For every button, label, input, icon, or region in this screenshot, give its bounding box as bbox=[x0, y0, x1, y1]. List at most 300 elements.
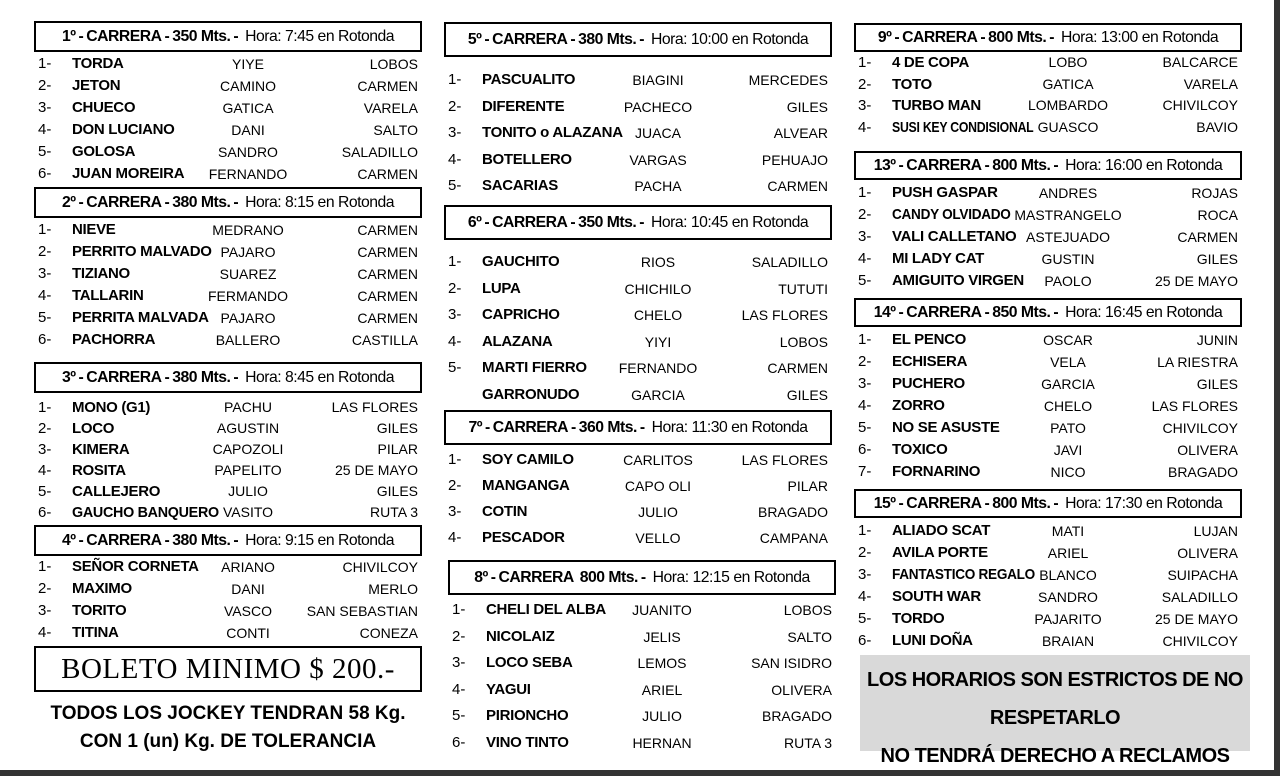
town-name: SALADILLO bbox=[1161, 589, 1238, 605]
entry-number: 4- bbox=[448, 150, 462, 168]
jockey-name: CHELO bbox=[1043, 398, 1093, 414]
town-name: GILES bbox=[786, 98, 828, 115]
race-header bbox=[854, 23, 1242, 52]
race-entry-row bbox=[38, 622, 418, 644]
town-name: SALTO bbox=[373, 122, 418, 138]
race-entry-row bbox=[858, 520, 1238, 542]
race-entry-row bbox=[448, 67, 828, 94]
race-header bbox=[854, 151, 1242, 180]
header-dash: - bbox=[639, 213, 645, 231]
race-header bbox=[444, 22, 832, 57]
town-name: GILES bbox=[1196, 376, 1238, 392]
entry-number: 6- bbox=[452, 733, 466, 751]
race-entry-row bbox=[452, 703, 832, 730]
header-dash: - bbox=[78, 27, 84, 45]
town-name: RUTA 3 bbox=[370, 504, 418, 520]
horse-name: LUNI DOÑA bbox=[892, 632, 973, 649]
header-dash: - bbox=[570, 418, 576, 436]
race-entry-row bbox=[448, 355, 828, 382]
horse-name: AMIGUITO VIRGEN bbox=[892, 272, 1024, 289]
entry-number: 4- bbox=[858, 250, 872, 267]
horse-name: FANTASTICO REGALO bbox=[892, 566, 1035, 583]
race-entry-row bbox=[858, 182, 1238, 204]
race-label: CARRERA bbox=[498, 568, 574, 586]
horse-name: VINO TINTO bbox=[486, 733, 569, 751]
race-entry-row bbox=[38, 53, 418, 75]
entry-number: 2- bbox=[448, 279, 462, 297]
race-time: Hora: 17:30 en Rotonda bbox=[1065, 494, 1223, 512]
jockey-name: PACHECO bbox=[623, 98, 693, 115]
race-entry-list bbox=[448, 249, 828, 408]
horse-name: DIFERENTE bbox=[482, 97, 565, 115]
race-entry-row bbox=[448, 473, 828, 499]
race-entry-row bbox=[38, 163, 418, 185]
horse-name: ZORRO bbox=[892, 397, 945, 414]
header-dash: - bbox=[484, 213, 490, 231]
entry-number: 6- bbox=[858, 632, 872, 649]
entry-number: 3- bbox=[858, 375, 872, 392]
header-dash: - bbox=[78, 193, 84, 211]
race-number: 13º bbox=[873, 156, 896, 174]
race-distance: 350 Mts. bbox=[172, 27, 231, 45]
race-header bbox=[34, 21, 422, 52]
town-name: 25 DE MAYO bbox=[1155, 273, 1238, 289]
header-dash: - bbox=[894, 28, 900, 46]
jockey-name: OSCAR bbox=[1043, 332, 1093, 348]
race-number: 5º bbox=[467, 30, 482, 48]
jockey-name: VELA bbox=[1050, 354, 1086, 370]
entry-number: 4- bbox=[858, 118, 872, 136]
race-entry-list bbox=[858, 329, 1238, 483]
town-name: GILES bbox=[376, 420, 418, 436]
jockey-name: FERNANDO bbox=[208, 166, 288, 182]
horse-name: TITINA bbox=[72, 624, 119, 641]
entry-number: 4- bbox=[858, 397, 872, 414]
town-name: CARMEN bbox=[357, 78, 418, 94]
race-time: Hora: 7:45 en Rotonda bbox=[245, 27, 395, 45]
entry-number: 2- bbox=[38, 77, 52, 94]
race-number: 6º bbox=[467, 213, 482, 231]
race-number: 14º bbox=[873, 303, 896, 321]
horse-name: TORITO bbox=[72, 602, 127, 619]
race-time: Hora: 10:00 en Rotonda bbox=[651, 30, 809, 48]
race-header bbox=[34, 525, 422, 556]
entry-number: 3- bbox=[38, 99, 52, 116]
town-name: OLIVERA bbox=[1177, 442, 1238, 458]
entry-number: 5- bbox=[858, 419, 872, 436]
race-entry-row bbox=[858, 95, 1238, 117]
town-name: MERLO bbox=[368, 581, 418, 597]
town-name: 25 DE MAYO bbox=[335, 462, 418, 478]
race-entry-row bbox=[448, 329, 828, 356]
race-entry-row bbox=[858, 204, 1238, 226]
header-dash: - bbox=[164, 27, 170, 45]
jockey-name: SUAREZ bbox=[219, 266, 277, 282]
horse-name: TORDO bbox=[892, 610, 945, 627]
horse-name: PERRITA MALVADA bbox=[72, 309, 209, 326]
town-name: VARELA bbox=[1183, 75, 1238, 92]
race-entry-row bbox=[38, 439, 418, 460]
minimum-ticket-box: BOLETO MINIMO $ 200.- bbox=[34, 646, 422, 692]
race-number: 9º bbox=[877, 28, 892, 46]
jockey-name: GARCIA bbox=[1041, 376, 1095, 392]
race-entry-row bbox=[38, 285, 418, 307]
horse-name: PUSH GASPAR bbox=[892, 184, 998, 201]
race-entry-row bbox=[38, 397, 418, 418]
entry-number: 2- bbox=[38, 243, 52, 260]
entry-number: 3- bbox=[448, 124, 462, 141]
race-entry-row bbox=[858, 439, 1238, 461]
jockey-name: NICO bbox=[1050, 464, 1086, 480]
jockey-name: FERMANDO bbox=[207, 288, 289, 304]
jockey-name: JULIO bbox=[228, 483, 268, 499]
horse-name: MONO (G1) bbox=[72, 399, 151, 416]
race-header bbox=[448, 560, 836, 595]
town-name: SALADILLO bbox=[751, 254, 828, 270]
race-time: Hora: 16:45 en Rotonda bbox=[1065, 303, 1223, 321]
entry-number: 2- bbox=[858, 206, 872, 223]
race-entry-row bbox=[38, 329, 418, 351]
horse-name: SEÑOR CORNETA bbox=[72, 558, 199, 575]
jockey-weight-note bbox=[20, 700, 436, 756]
horse-name: NO SE ASUSTE bbox=[892, 419, 1000, 436]
header-dash: - bbox=[639, 30, 645, 48]
entry-number: 3- bbox=[448, 503, 462, 520]
entry-number: 4- bbox=[452, 680, 466, 698]
town-name: CASTILLA bbox=[351, 332, 418, 348]
race-number: 8º bbox=[474, 568, 488, 586]
race-entry-row bbox=[858, 74, 1238, 96]
horse-name: MI LADY CAT bbox=[892, 250, 984, 267]
race-entry-row bbox=[858, 226, 1238, 248]
horse-name: TALLARIN bbox=[72, 287, 144, 304]
horse-name: MAXIMO bbox=[72, 580, 132, 597]
race-entry-row bbox=[858, 117, 1238, 139]
horse-name: CHELI DEL ALBA bbox=[486, 601, 606, 618]
header-dash: - bbox=[233, 531, 239, 549]
race-header bbox=[34, 362, 422, 393]
horse-name: MANGANGA bbox=[482, 477, 570, 494]
town-name: BRAGADO bbox=[757, 504, 828, 520]
horse-name: ALIADO SCAT bbox=[892, 522, 991, 539]
race-entry-row bbox=[38, 263, 418, 285]
horse-name: TONITO o ALAZANA bbox=[482, 124, 623, 141]
jockey-name: GATICA bbox=[1042, 75, 1094, 92]
town-name: SALADILLO bbox=[341, 144, 418, 160]
town-name: LAS FLORES bbox=[331, 399, 418, 415]
jockey-name: LOMBARDO bbox=[1027, 97, 1109, 113]
town-name: SALTO bbox=[787, 628, 832, 645]
header-dash: - bbox=[490, 568, 496, 586]
jockey-name: MEDRANO bbox=[212, 222, 284, 238]
entry-number: 2- bbox=[858, 544, 872, 561]
race-time: Hora: 8:45 en Rotonda bbox=[245, 368, 395, 386]
jockey-name: PAJARO bbox=[220, 310, 276, 326]
jockey-name: ANDRES bbox=[1038, 185, 1098, 201]
town-name: ROJAS bbox=[1191, 185, 1238, 201]
jockey-name: AGUSTIN bbox=[216, 420, 280, 436]
race-header bbox=[34, 187, 422, 218]
entry-number: 6- bbox=[38, 331, 52, 348]
race-entry-row bbox=[858, 248, 1238, 270]
entry-number: 5- bbox=[38, 309, 52, 326]
town-name: CARMEN bbox=[357, 288, 418, 304]
race-entry-row bbox=[858, 395, 1238, 417]
jockey-name: PACHU bbox=[224, 399, 272, 415]
jockey-name: CAPOZOLI bbox=[212, 441, 284, 457]
entry-number: 7- bbox=[858, 463, 872, 480]
race-entry-row bbox=[38, 502, 418, 523]
entry-number: 3- bbox=[448, 306, 462, 323]
race-label: CARRERA bbox=[906, 494, 982, 512]
town-name: LOBOS bbox=[783, 602, 832, 618]
horse-name: ROSITA bbox=[72, 462, 126, 479]
horse-name: 4 DE COPA bbox=[892, 54, 970, 71]
race-entry-row bbox=[448, 525, 828, 551]
race-15 bbox=[854, 489, 1242, 649]
race-entry-list bbox=[38, 397, 418, 523]
race-entry-row bbox=[858, 586, 1238, 608]
race-entry-row bbox=[38, 141, 418, 163]
town-name: BRAGADO bbox=[1167, 464, 1238, 480]
town-name: BALCARCE bbox=[1162, 54, 1238, 70]
header-dash: - bbox=[898, 303, 904, 321]
town-name: SAN SEBASTIAN bbox=[306, 603, 418, 619]
town-name: CHIVILCOY bbox=[342, 559, 418, 575]
horse-name: TOTO bbox=[892, 75, 932, 93]
race-entry-row bbox=[38, 460, 418, 481]
town-name: CARMEN bbox=[767, 360, 828, 376]
horse-name: EL PENCO bbox=[892, 331, 967, 348]
race-entry-row bbox=[448, 147, 828, 174]
town-name: CARMEN bbox=[357, 166, 418, 182]
entry-number: 2- bbox=[858, 353, 872, 370]
race-distance: 800 Mts. bbox=[992, 494, 1051, 512]
jockey-note-line-2: CON 1 (un) Kg. DE TOLERANCIA bbox=[79, 731, 377, 752]
town-name: LAS FLORES bbox=[741, 307, 828, 323]
entry-number: 5- bbox=[448, 177, 462, 194]
race-entry-row bbox=[448, 447, 828, 473]
horse-name: MARTI FIERRO bbox=[482, 359, 587, 376]
jockey-name: GUSTIN bbox=[1041, 251, 1095, 267]
header-dash: - bbox=[78, 368, 84, 386]
header-dash: - bbox=[570, 213, 576, 231]
entry-number: 1- bbox=[452, 601, 466, 618]
entry-number: 1- bbox=[448, 451, 462, 468]
jockey-name: JUACA bbox=[635, 125, 681, 141]
race-entry-list bbox=[38, 53, 418, 185]
header-dash: - bbox=[164, 531, 170, 549]
horse-name: FORNARINO bbox=[892, 463, 981, 480]
race-entry-row bbox=[38, 119, 418, 141]
town-name: ROCA bbox=[1197, 207, 1238, 223]
header-dash: - bbox=[1053, 303, 1059, 321]
header-dash: - bbox=[984, 494, 990, 512]
horse-name: YAGUI bbox=[486, 680, 531, 698]
entry-number: 1- bbox=[858, 54, 872, 71]
race-entry-row bbox=[858, 542, 1238, 564]
entry-number: 4- bbox=[38, 624, 52, 641]
race-entry-list bbox=[452, 597, 832, 756]
race-distance: 360 Mts. bbox=[578, 418, 637, 436]
town-name: LA RIESTRA bbox=[1157, 354, 1238, 370]
town-name: GILES bbox=[1196, 251, 1238, 267]
jockey-name: CAMINO bbox=[220, 78, 276, 94]
jockey-name: PATO bbox=[1050, 420, 1086, 436]
horse-name: CAPRICHO bbox=[482, 306, 560, 323]
race-header bbox=[854, 298, 1242, 327]
jockey-name: CONTI bbox=[226, 625, 270, 641]
horse-name: JUAN MOREIRA bbox=[72, 165, 185, 182]
jockey-name: SANDRO bbox=[218, 144, 278, 160]
jockey-name: BALLERO bbox=[215, 332, 281, 348]
race-entry-row bbox=[858, 564, 1238, 586]
header-dash: - bbox=[1053, 494, 1059, 512]
entry-number: 6- bbox=[38, 165, 52, 182]
race-entry-row bbox=[858, 351, 1238, 373]
jockey-name: LOBO bbox=[1048, 54, 1088, 70]
town-name: CARMEN bbox=[357, 266, 418, 282]
race-entry-row bbox=[452, 677, 832, 704]
race-distance: 800 Mts. bbox=[579, 568, 638, 586]
race-entry-row bbox=[858, 608, 1238, 630]
town-name: TUTUTI bbox=[778, 280, 828, 297]
race-distance: 380 Mts. bbox=[578, 30, 637, 48]
horse-name: SACARIAS bbox=[482, 177, 558, 194]
race-8 bbox=[448, 560, 836, 751]
horse-name: CHUECO bbox=[72, 99, 136, 116]
race-entry-row bbox=[858, 270, 1238, 292]
horse-name: GOLOSA bbox=[72, 143, 136, 160]
town-name: GILES bbox=[786, 386, 828, 403]
jockey-name: ARIEL bbox=[1047, 545, 1089, 561]
entry-number: 1- bbox=[858, 522, 872, 539]
horse-name: PASCUALITO bbox=[482, 71, 576, 88]
race-5 bbox=[444, 22, 832, 194]
header-dash: - bbox=[570, 30, 576, 48]
race-entry-row bbox=[38, 307, 418, 329]
warning-line-1: LOS HORARIOS SON ESTRICTOS DE NO RESPETARLO bbox=[867, 669, 1243, 729]
race-entry-row bbox=[858, 373, 1238, 395]
race-entry-list bbox=[448, 67, 828, 200]
jockey-name: FERNANDO bbox=[618, 360, 698, 376]
race-number: 4º bbox=[61, 531, 76, 549]
race-entry-row bbox=[38, 418, 418, 439]
race-3 bbox=[34, 362, 422, 521]
race-label: CARRERA bbox=[492, 213, 568, 231]
jockey-name: CHICHILO bbox=[624, 280, 692, 297]
race-time: Hora: 16:00 en Rotonda bbox=[1065, 156, 1223, 174]
race-entry-list bbox=[858, 520, 1238, 652]
jockey-name: PAJARO bbox=[220, 244, 276, 260]
horse-name: LOCO bbox=[72, 420, 115, 437]
header-dash: - bbox=[484, 30, 490, 48]
horse-name: LOCO SEBA bbox=[486, 654, 573, 671]
race-entry-row bbox=[448, 499, 828, 525]
header-dash: - bbox=[898, 494, 904, 512]
race-time: Hora: 12:15 en Rotonda bbox=[652, 568, 810, 586]
entry-number: 1- bbox=[38, 399, 52, 416]
jockey-name: JULIO bbox=[638, 504, 678, 520]
horse-name: BOTELLERO bbox=[482, 150, 572, 168]
jockey-name: HERNAN bbox=[632, 734, 692, 751]
jockey-name: BRAIAN bbox=[1041, 633, 1095, 649]
entry-number: 2- bbox=[448, 477, 462, 494]
race-distance: 800 Mts. bbox=[988, 28, 1047, 46]
race-entry-row bbox=[38, 600, 418, 622]
race-2 bbox=[34, 187, 422, 348]
town-name: GILES bbox=[376, 483, 418, 499]
race-entry-row bbox=[858, 461, 1238, 483]
horse-name: NIEVE bbox=[72, 221, 116, 238]
jockey-name: SANDRO bbox=[1038, 589, 1098, 605]
race-label: CARRERA bbox=[906, 156, 982, 174]
race-1 bbox=[34, 21, 422, 182]
entry-number: 4- bbox=[448, 529, 462, 546]
warning-line-2: NO TENDRÁ DERECHO A RECLAMOS bbox=[880, 745, 1230, 767]
entry-number: 5- bbox=[858, 610, 872, 627]
race-number: 15º bbox=[873, 494, 896, 512]
race-entry-row bbox=[858, 417, 1238, 439]
town-name: CARMEN bbox=[357, 222, 418, 238]
header-dash: - bbox=[1053, 156, 1059, 174]
entry-number: 5- bbox=[452, 707, 466, 724]
town-name: BAVIO bbox=[1196, 118, 1238, 135]
race-distance: 350 Mts. bbox=[578, 213, 637, 231]
entry-number: 5- bbox=[38, 483, 52, 500]
town-name: RUTA 3 bbox=[784, 734, 832, 751]
race-time: Hora: 9:15 en Rotonda bbox=[245, 531, 395, 549]
race-entry-row bbox=[452, 597, 832, 624]
entry-number: 2- bbox=[452, 627, 466, 645]
entry-number: 5- bbox=[38, 143, 52, 160]
horse-name: SUSI KEY CONDISIONAL bbox=[892, 118, 1034, 136]
race-header bbox=[444, 205, 832, 240]
horse-name: PACHORRA bbox=[72, 331, 156, 348]
entry-number: 1- bbox=[448, 253, 462, 270]
jockey-name: CARLITOS bbox=[623, 452, 693, 468]
jockey-name: ARIANO bbox=[221, 559, 275, 575]
race-entry-list bbox=[858, 182, 1238, 292]
horse-name: PUCHERO bbox=[892, 375, 965, 392]
entry-number: 3- bbox=[858, 97, 872, 114]
entry-number: 1- bbox=[858, 331, 872, 348]
race-entry-row bbox=[38, 241, 418, 263]
entry-number: 1- bbox=[38, 558, 52, 575]
horse-name: CALLEJERO bbox=[72, 483, 161, 500]
entry-number: 5- bbox=[858, 272, 872, 289]
horse-name: LUPA bbox=[482, 279, 521, 297]
race-label: CARRERA bbox=[86, 368, 162, 386]
race-entry-row bbox=[858, 329, 1238, 351]
jockey-name: GATICA bbox=[222, 100, 274, 116]
header-dash: - bbox=[898, 156, 904, 174]
entry-number: 4- bbox=[38, 121, 52, 138]
race-4 bbox=[34, 525, 422, 641]
race-entry-list bbox=[38, 556, 418, 644]
header-dash: - bbox=[984, 303, 990, 321]
town-name: LAS FLORES bbox=[1151, 398, 1238, 414]
entry-number: 1- bbox=[38, 55, 52, 72]
header-dash: - bbox=[164, 368, 170, 386]
horse-name: SOY CAMILO bbox=[482, 451, 574, 468]
entry-number: 3- bbox=[858, 566, 872, 583]
jockey-note-line-1: TODOS LOS JOCKEY TENDRAN 58 Kg. bbox=[50, 703, 406, 724]
jockey-name: MATI bbox=[1051, 523, 1085, 539]
race-distance: 380 Mts. bbox=[172, 531, 231, 549]
horse-name: ECHISERA bbox=[892, 353, 968, 370]
horse-name: PERRITO MALVADO bbox=[72, 243, 212, 260]
